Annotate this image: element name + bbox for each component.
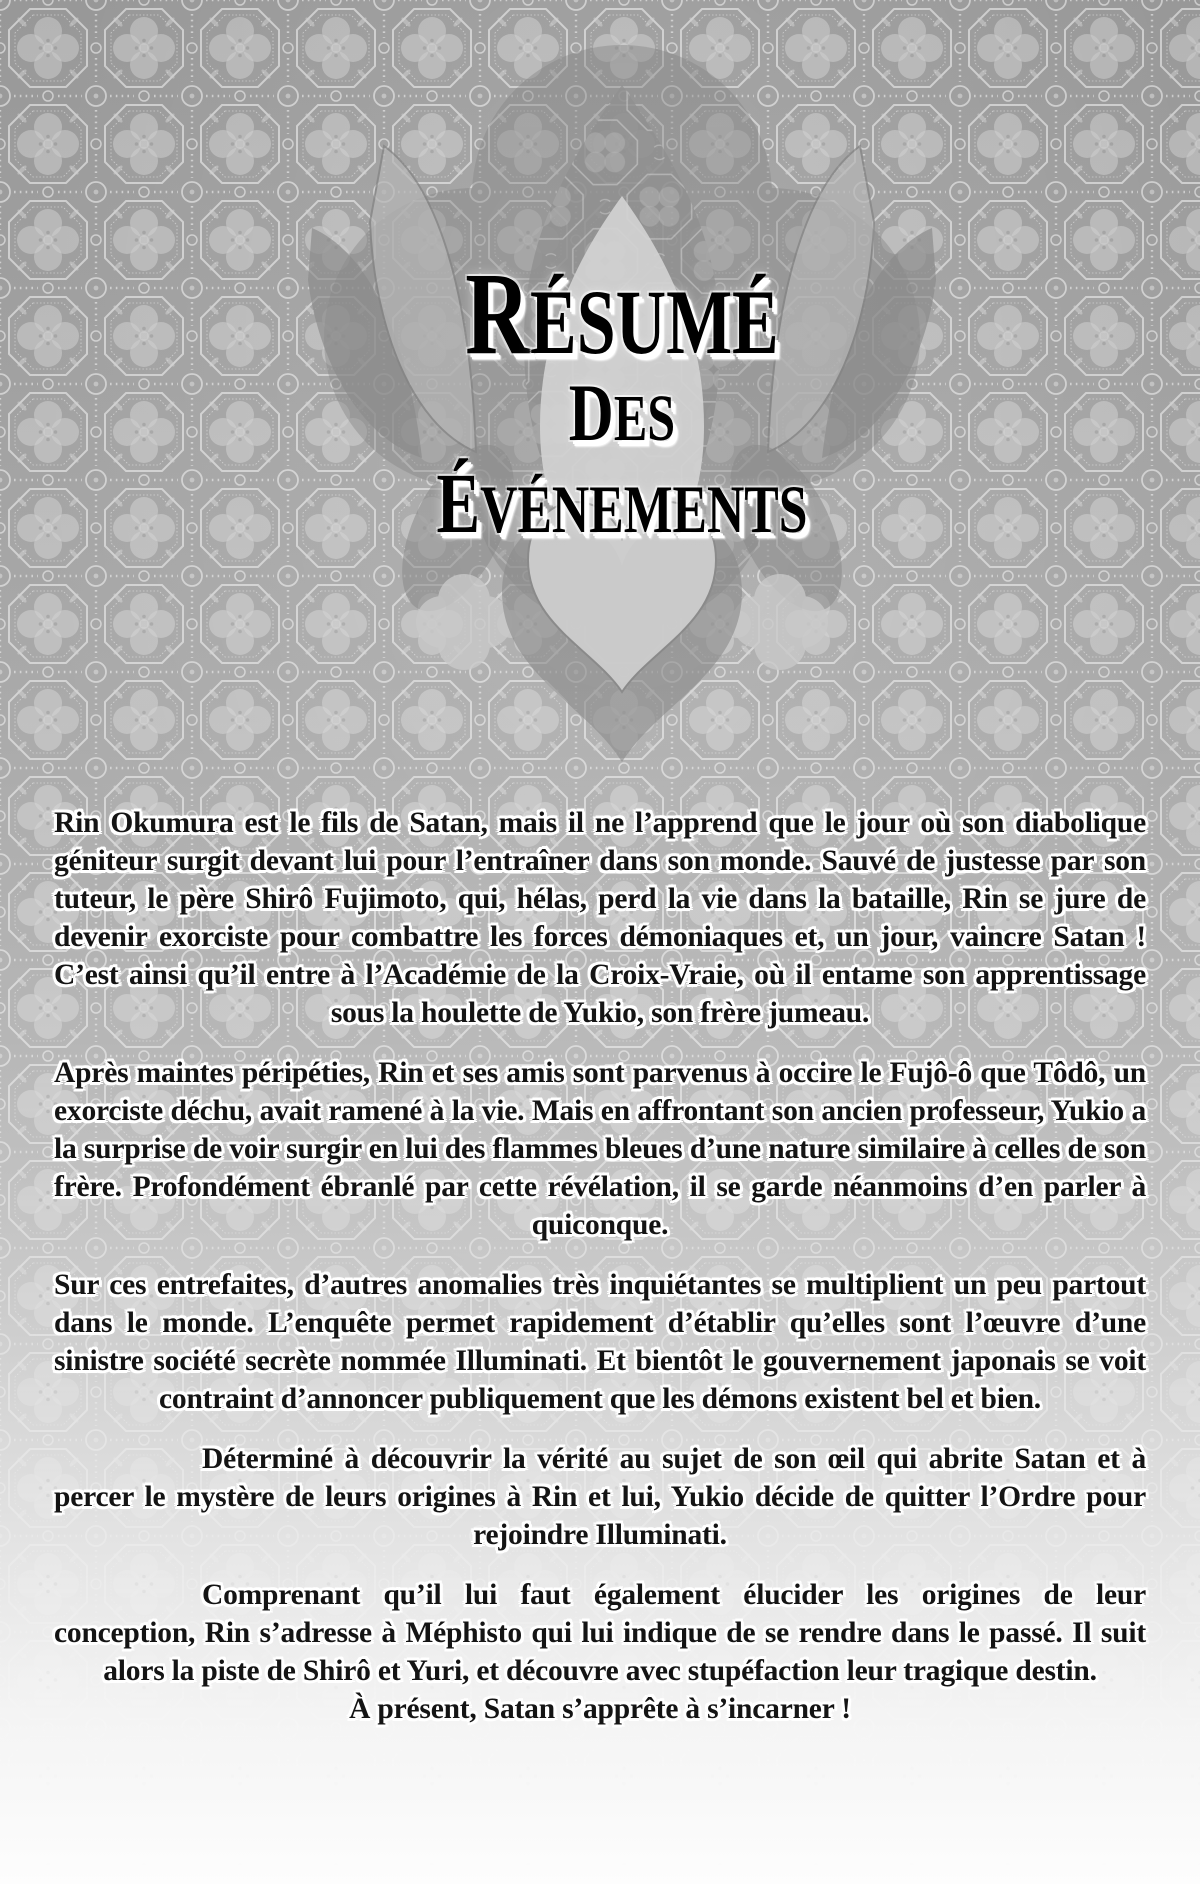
page-title — [356, 248, 888, 554]
title-rest: ES — [613, 382, 676, 455]
title-rest: VÉNEMENTS — [480, 471, 808, 547]
synopsis-paragraph: Comprenant qu’il lui faut également élucider les origines de leur conception, Rin s’adresse à Méphisto qui lui indique de se rendre dans le passé. Il suit alors la piste de Shirô et Yuri, et découvre avec stupéfaction leur tragique destin. — [54, 1579, 1146, 1687]
synopsis-closing-line: À présent, Satan s’apprête à s’incarner ! — [349, 1693, 851, 1725]
synopsis-paragraph: Après maintes péripéties, Rin et ses amis sont parvenus à occire le Fujô-ô que Tôdô, un exorciste déchu, avait ramené à la vie. Mais en affrontant son ancien professeur, Yukio a la surprise de voir surgir en lui des flammes bleues d’une nature similaire à celles de son frère. Profondément ébranlé par cette révélation, il se garde néanmoins d’en parler à quiconque. — [54, 1057, 1146, 1241]
title-initial: R — [465, 248, 531, 379]
title-line-1 — [356, 248, 888, 379]
title-initial: D — [568, 367, 614, 458]
title-line-2 — [356, 367, 888, 458]
synopsis-paragraph: Rin Okumura est le fils de Satan, mais il ne l’apprend que le jour où son diabolique géniteur surgit devant lui pour l’entraîner dans son monde. Sauvé de justesse par son tuteur, le père Shirô Fujimoto, qui, hélas, perd la vie dans la bataille, Rin se jure de devenir exorciste pour combattre les forces démoniaques et, un jour, vaincre Satan ! C’est ainsi qu’il entre à l’Académie de la Croix-Vraie, où il entame son apprentissage sous la houlette de Yukio, son frère jumeau. — [54, 807, 1146, 1029]
synopsis-paragraph: Sur ces entrefaites, d’autres anomalies très inquiétantes se multiplient un peu partout dans le monde. L’enquête permet rapidement d’établir qu’elles sont l’œuvre d’une sinistre société secrète nommée Illuminati. Et bientôt le gouvernement japonais se voit contraint d’annoncer publiquement que les démons existent bel et bien. — [54, 1269, 1146, 1415]
title-initial: É — [436, 455, 481, 551]
synopsis-paragraph: Déterminé à découvrir la vérité au sujet de son œil qui abrite Satan et à percer le mystère de leurs origines à Rin et lui, Yukio décide de quitter l’Ordre pour rejoindre Illuminati. — [54, 1443, 1146, 1551]
title-rest: ÉSUMÉ — [530, 271, 779, 373]
synopsis-text — [54, 804, 1146, 1750]
title-line-3 — [356, 455, 888, 554]
